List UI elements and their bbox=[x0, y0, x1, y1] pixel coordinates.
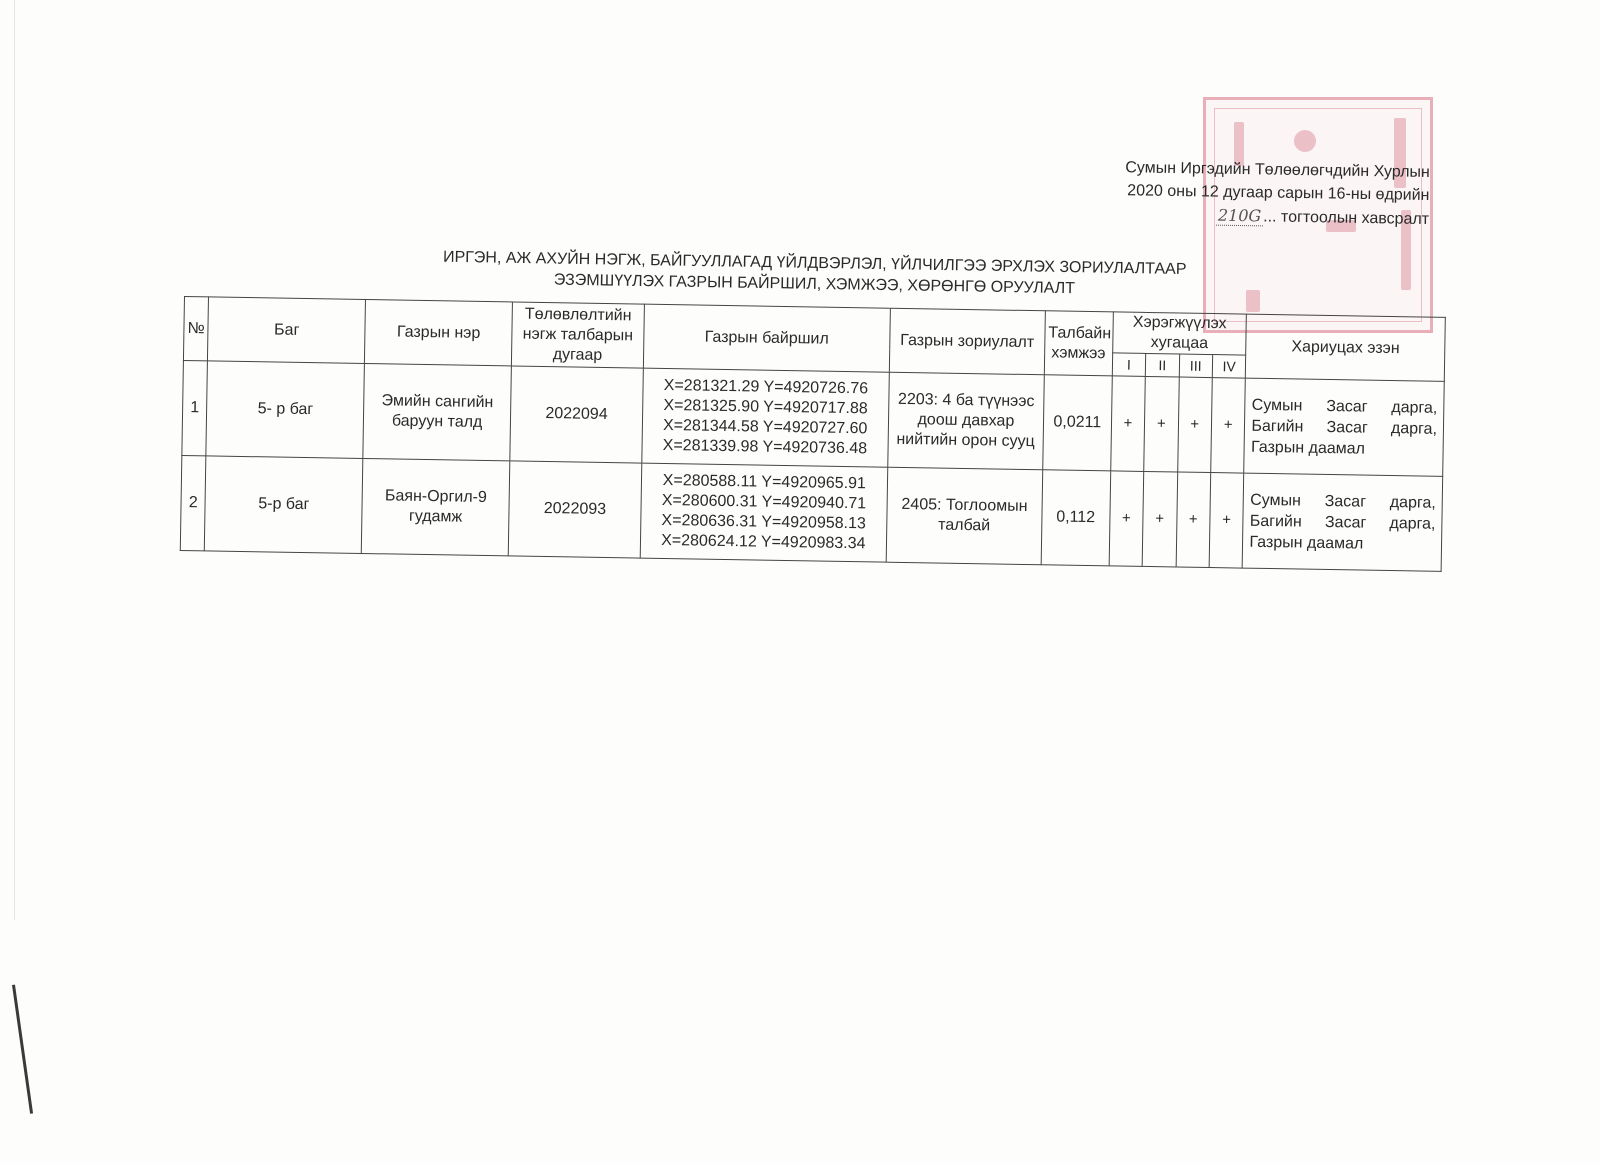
land-allocation-table-wrap bbox=[180, 296, 1446, 572]
table-row bbox=[180, 455, 1442, 571]
coordinate: X=280624.12 Y=4920983.34 bbox=[661, 531, 866, 553]
cell-bag: 5-р баг bbox=[205, 456, 364, 554]
cell-q1: + bbox=[1109, 471, 1144, 567]
col-header-bag: Баг bbox=[208, 297, 366, 364]
cell-bag: 5- р баг bbox=[206, 361, 365, 459]
coordinate: X=280588.11 Y=4920965.91 bbox=[662, 471, 867, 493]
coordinate: X=281325.90 Y=4920717.88 bbox=[663, 396, 868, 418]
col-header-responsible: Хариуцах эзэн bbox=[1246, 314, 1446, 381]
header-note-line3 bbox=[1099, 202, 1429, 231]
col-header-q3: III bbox=[1179, 354, 1213, 378]
col-header-land-name: Газрын нэр bbox=[365, 300, 513, 366]
cell-plot-number: 2022094 bbox=[510, 366, 643, 463]
document-title-line2: ЭЗЭМШҮҮЛЭХ ГАЗРЫН БАЙРШИЛ, ХЭМЖЭЭ, ХӨРӨНГӨ ОРУУЛАЛТ bbox=[553, 271, 1076, 298]
cell-responsible: Сумын Засаг дарга, Багийн Засаг дарга, Газрын даамал bbox=[1244, 378, 1444, 476]
cell-land-name: Баян-Оргил-9 гудамж bbox=[362, 458, 510, 555]
coordinate: X=281321.29 Y=4920726.76 bbox=[663, 376, 869, 398]
col-header-q4: IV bbox=[1212, 355, 1246, 379]
coordinate: X=280600.31 Y=4920940.71 bbox=[661, 491, 867, 513]
col-header-q1: I bbox=[1112, 353, 1146, 377]
cell-location bbox=[642, 368, 890, 467]
header-note bbox=[1099, 156, 1430, 231]
col-header-no: № bbox=[183, 297, 208, 361]
scan-edge-left bbox=[14, 0, 15, 920]
cell-responsible: Сумын Засаг дарга, Багийн Засаг дарга, Газрын даамал bbox=[1243, 473, 1443, 571]
document-title-line1: ИРГЭН, АЖ АХУЙН НЭГЖ, БАЙГУУЛЛАГАД ҮЙЛДВЭРЛЭЛ, ҮЙЛЧИЛГЭЭ ЭРХЛЭХ ЗОРИУЛАЛТААР bbox=[442, 248, 1187, 279]
cell-q3: + bbox=[1176, 472, 1211, 568]
cell-no: 2 bbox=[180, 455, 206, 550]
cell-purpose: 2405: Тоглоомын талбай bbox=[886, 467, 1043, 565]
cell-area: 0,112 bbox=[1041, 470, 1110, 566]
cell-location bbox=[640, 463, 888, 562]
land-allocation-table bbox=[180, 296, 1446, 572]
cell-purpose: 2203: 4 ба түүнээс доош давхар нийтийн орон сууц bbox=[888, 372, 1045, 470]
col-header-q2: II bbox=[1145, 353, 1179, 377]
header-note-line1: Сумын Иргэдийн Төлөөлөгчдийн Хурлын bbox=[1125, 159, 1430, 181]
cell-q4: + bbox=[1211, 378, 1246, 474]
cell-no: 1 bbox=[182, 360, 208, 455]
handwritten-number: 210G bbox=[1216, 206, 1264, 227]
cell-land-name: Эмийн сангийн баруун талд bbox=[363, 364, 511, 461]
coordinate: X=281344.58 Y=4920727.60 bbox=[662, 416, 868, 438]
cell-q4: + bbox=[1209, 473, 1244, 569]
coordinate: X=281339.98 Y=4920736.48 bbox=[662, 436, 868, 458]
col-header-timeline: Хэрэгжүүлэх хугацаа bbox=[1112, 312, 1246, 355]
cell-q3: + bbox=[1177, 377, 1212, 473]
cell-q2: + bbox=[1144, 376, 1179, 472]
cell-area: 0,0211 bbox=[1043, 375, 1112, 471]
header-note-line2: 2020 оны 12 дугаар сарын 16-ны өдрийн bbox=[1127, 182, 1430, 204]
document-title bbox=[399, 246, 1230, 302]
cell-q2: + bbox=[1142, 471, 1177, 567]
cell-q1: + bbox=[1110, 376, 1145, 472]
col-header-purpose: Газрын зориулалт bbox=[889, 308, 1045, 375]
header-note-line3-text: ... тогтоолын хавсралт bbox=[1263, 208, 1430, 228]
coordinate: X=280636.31 Y=4920958.13 bbox=[661, 511, 866, 533]
scan-mark bbox=[12, 985, 33, 1114]
col-header-location: Газрын байршил bbox=[643, 304, 890, 372]
col-header-plot-number: Төлөвлөлтийн нэгж талбарын дугаар bbox=[512, 302, 645, 368]
col-header-area: Талбайн хэмжээ bbox=[1044, 311, 1113, 376]
cell-plot-number: 2022093 bbox=[508, 461, 641, 558]
